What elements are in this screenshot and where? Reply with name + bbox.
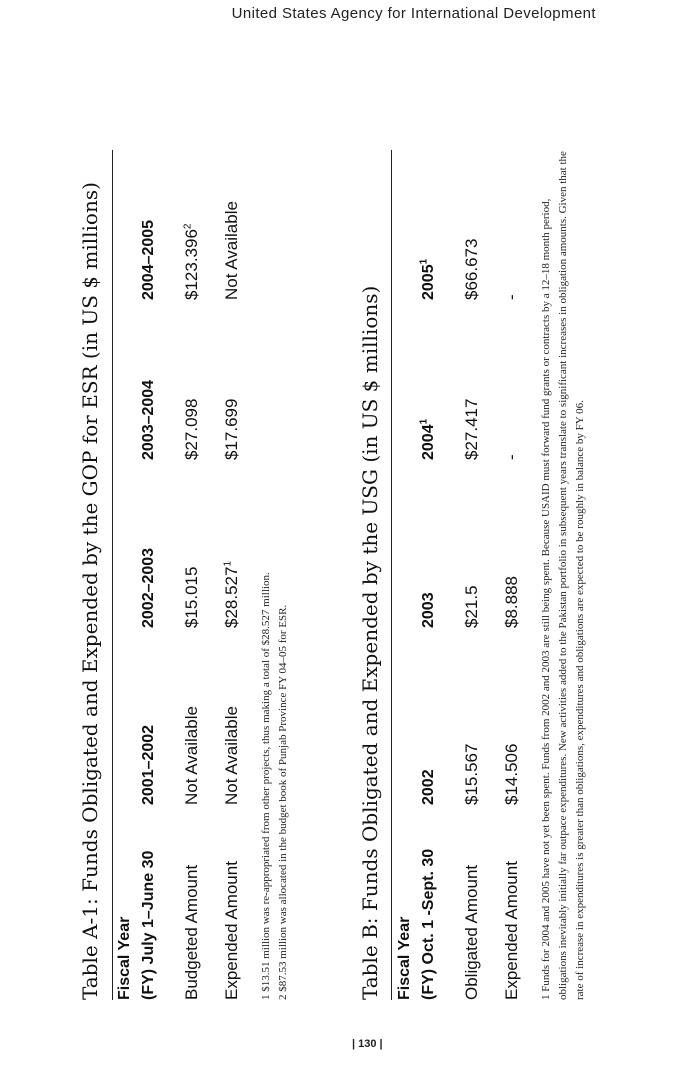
table-b-row-obligated-label: Obligated Amount bbox=[462, 864, 481, 1000]
value: 2005 bbox=[420, 264, 437, 300]
table-b-header-line1: Fiscal Year bbox=[396, 916, 413, 1000]
table-b-top-rule bbox=[391, 150, 392, 1000]
table-b-header-line2: (FY) Oct. 1 -Sept. 30 bbox=[420, 848, 437, 1000]
table-b-expended-2005: - bbox=[502, 294, 521, 300]
table-b-obligated-2005: $66.673 bbox=[462, 238, 481, 300]
rotated-tables bbox=[78, 150, 618, 1000]
table-a-header-line2: (FY) July 1–June 30 bbox=[140, 850, 157, 1000]
table-a-header-line1: Fiscal Year bbox=[116, 916, 133, 1000]
footnote-marker: 1 bbox=[222, 560, 234, 567]
table-a-year-2: 2002–2003 bbox=[140, 547, 157, 628]
table-a-expended-2004: Not Available bbox=[222, 201, 241, 300]
table-b-expended-2004: - bbox=[502, 454, 521, 460]
value: $28.527 bbox=[222, 566, 241, 628]
table-b-year-2: 2003 bbox=[420, 592, 437, 628]
table-a-row-expended-label: Expended Amount bbox=[222, 861, 241, 1000]
footnote-marker: 2 bbox=[182, 223, 194, 230]
table-b-footnote: 1 Funds for 2004 and 2005 have not yet been spent. Funds from 2002 and 2003 are still being spent. Because USAID must forward fund grants or contracts by a 12–18 month period, obligations inevitably initially far outpace expenditures. New activities added to the Pakistan portfolio in subsequent years translate to significant increases in obligation amounts. Given that the rate of increase in expenditures is greater than obligations, expenditures and obligations are expected to be roughly in balance by FY 06. bbox=[540, 151, 586, 1000]
table-b-row-expended-label: Expended Amount bbox=[502, 861, 521, 1000]
table-a-budgeted-2001: Not Available bbox=[182, 706, 201, 805]
table-b-title: Table B: Funds Obligated and Expended by the USG (in US $ millions) bbox=[358, 285, 382, 1000]
table-a-expended-2003: $17.699 bbox=[222, 398, 241, 460]
table-a-row-budgeted-label: Budgeted Amount bbox=[182, 864, 201, 1000]
table-a-budgeted-2002: $15.015 bbox=[182, 566, 201, 628]
table-b-year-3 bbox=[420, 419, 438, 460]
footnote-marker: 1 bbox=[418, 418, 430, 425]
table-a-expended-2002 bbox=[222, 561, 242, 628]
value: $123.396 bbox=[182, 229, 201, 300]
table-b-year-1: 2002 bbox=[420, 769, 437, 805]
table-b-obligated-2002: $15.567 bbox=[462, 743, 481, 805]
table-a-footnote-2: 2 $87.53 million was allocated in the budget book of Punjab Province FY 04–05 for ESR. bbox=[277, 604, 289, 1000]
table-a-year-3: 2003–2004 bbox=[140, 379, 157, 460]
table-a-budgeted-2003: $27.098 bbox=[182, 398, 201, 460]
table-a-title: Table A-1: Funds Obligated and Expended by the GOP for ESR (in US $ millions) bbox=[78, 182, 102, 1000]
table-b-obligated-2003: $21.5 bbox=[462, 585, 481, 628]
table-a-budgeted-2004 bbox=[182, 224, 202, 300]
value: 2004 bbox=[420, 424, 437, 460]
table-a-footnote-1: 1 $13.51 million was re-appropriated from other projects, thus making a total of $28.527 million. bbox=[260, 572, 272, 1000]
table-a-year-4: 2004–2005 bbox=[140, 219, 157, 300]
agency-header: United States Agency for International Development bbox=[231, 5, 596, 22]
table-a-top-rule bbox=[112, 150, 113, 1000]
page-number: | 130 | bbox=[352, 1038, 383, 1050]
table-b-obligated-2004: $27.417 bbox=[462, 398, 481, 460]
table-a-expended-2001: Not Available bbox=[222, 706, 241, 805]
table-b-expended-2002: $14.506 bbox=[502, 743, 521, 805]
table-b-expended-2003: $8.888 bbox=[502, 576, 521, 628]
table-a-year-1: 2001–2002 bbox=[140, 724, 157, 805]
footnote-marker: 1 bbox=[418, 258, 430, 265]
table-b-year-4 bbox=[420, 259, 438, 300]
